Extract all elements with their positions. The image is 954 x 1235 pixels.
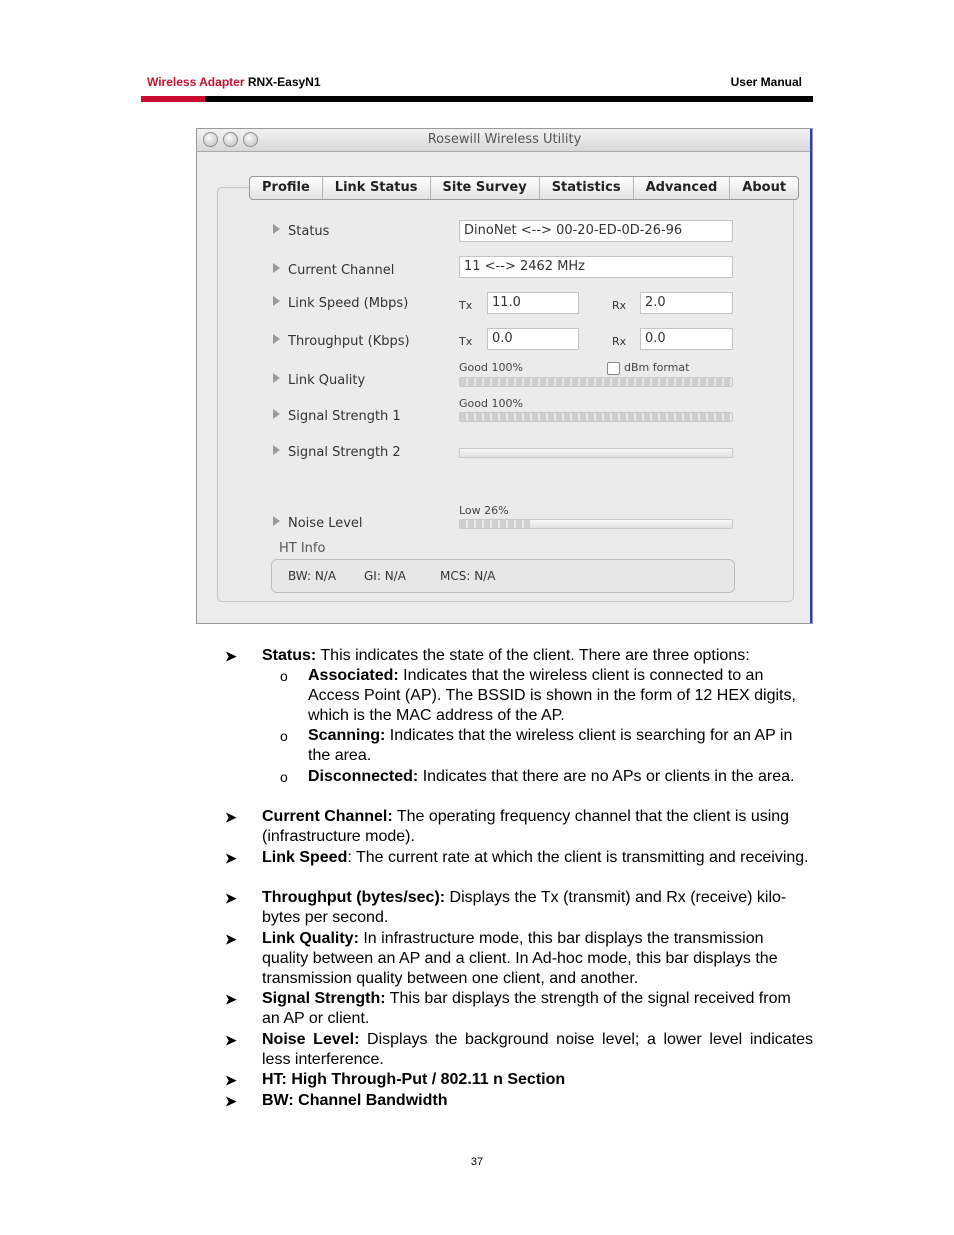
- noise-level-text: Low 26%: [459, 504, 509, 517]
- sub-bullet-scanning: o Scanning: Indicates that the wireless client is searching for an AP in the area.: [280, 727, 793, 764]
- tab-advanced[interactable]: Advanced: [634, 177, 731, 199]
- status-value-field: DinoNet <--> 00-20-ED-0D-26-96: [459, 220, 733, 242]
- bullet-arrow-icon: ➤: [225, 1072, 237, 1088]
- window-titlebar: [197, 129, 812, 152]
- ht-mcs-value: MCS: N/A: [440, 569, 496, 583]
- window-title: Rosewill Wireless Utility: [427, 132, 582, 147]
- dbm-format-checkbox[interactable]: [607, 362, 620, 375]
- link-quality-bar: [459, 377, 733, 387]
- bullet-status: ➤ Status: This indicates the state of the client. There are three options:: [225, 647, 750, 664]
- ht-info-box: [271, 559, 735, 593]
- disclosure-triangle-icon: [273, 224, 280, 234]
- sub-bullet-associated: o Associated: Indicates that the wireless client is connected to an Access Point (AP). The BSSID is shown in the form of 12 HEX digits, which is the MAC address of the AP.: [280, 667, 796, 724]
- disclosure-triangle-icon: [273, 516, 280, 526]
- bullet-current-channel: ➤ Current Channel: The operating frequency channel that the client is using (infrastructure mode).: [225, 808, 790, 845]
- link-speed-row-label: Link Speed (Mbps): [273, 296, 408, 311]
- dbm-format-label: dBm format: [624, 361, 690, 374]
- bullet-arrow-icon: ➤: [225, 931, 237, 947]
- channel-row-label: Current Channel: [273, 263, 394, 278]
- tab-statistics[interactable]: Statistics: [540, 177, 634, 199]
- ht-bw-value: BW: N/A: [288, 569, 337, 583]
- bullet-arrow-icon: ➤: [225, 890, 237, 906]
- bullet-bw: ➤ BW: Channel Bandwidth: [225, 1092, 448, 1109]
- link-quality-text: Good 100%: [459, 361, 523, 374]
- header-product-name: Wireless Adapter: [147, 75, 245, 89]
- disclosure-triangle-icon: [273, 373, 280, 383]
- header-rule-accent: [141, 96, 205, 102]
- page-number: 37: [470, 1156, 484, 1168]
- link-speed-tx-label: Tx: [459, 299, 473, 312]
- disclosure-triangle-icon: [273, 296, 280, 306]
- bullet-arrow-icon: ➤: [225, 1032, 237, 1048]
- tab-bar: [249, 176, 799, 200]
- bullet-signal-strength: ➤ Signal Strength: This bar displays the strength of the signal received from an AP or client.: [225, 990, 791, 1027]
- tab-profile[interactable]: Profile: [250, 177, 323, 199]
- utility-window-screenshot: [196, 128, 813, 624]
- link-quality-row-label: Link Quality: [273, 373, 365, 388]
- bullet-ht: ➤ HT: High Through-Put / 802.11 n Section: [225, 1071, 566, 1088]
- bullet-throughput: ➤ Throughput (bytes/sec): Displays the Tx (transmit) and Rx (receive) kilo-bytes per second.: [225, 889, 787, 926]
- sub-bullet-circle-icon: o: [280, 668, 288, 684]
- tab-site-survey[interactable]: Site Survey: [431, 177, 540, 199]
- ht-gi-value: GI: N/A: [364, 569, 406, 583]
- throughput-tx-label: Tx: [459, 335, 473, 348]
- tab-panel: [217, 187, 794, 602]
- disclosure-triangle-icon: [273, 263, 280, 273]
- throughput-rx-label: Rx: [612, 335, 627, 348]
- bullet-arrow-icon: ➤: [225, 1093, 237, 1109]
- status-row-label: Status: [273, 224, 329, 239]
- bullet-arrow-icon: ➤: [225, 850, 237, 866]
- noise-level-bar: [459, 519, 733, 529]
- tab-link-status[interactable]: Link Status: [323, 177, 431, 199]
- header-rule: [141, 96, 813, 102]
- bullet-noise-level: ➤ Noise Level: Displays the background noise level; a lower level indicates less interference.: [225, 1031, 813, 1068]
- disclosure-triangle-icon: [273, 445, 280, 455]
- throughput-tx-field: 0.0: [487, 328, 579, 350]
- noise-level-row-label: Noise Level: [273, 516, 363, 531]
- signal-strength-2-row-label: Signal Strength 2: [273, 445, 401, 460]
- bullet-arrow-icon: ➤: [225, 809, 237, 825]
- ht-info-label: HT Info: [279, 541, 326, 556]
- link-speed-rx-label: Rx: [612, 299, 627, 312]
- sub-bullet-circle-icon: o: [280, 769, 288, 785]
- link-quality-bar-fill: [460, 378, 732, 386]
- sub-bullet-disconnected: o Disconnected: Indicates that there are no APs or clients in the area.: [280, 768, 795, 785]
- signal-strength-2-bar: [459, 448, 733, 458]
- link-speed-tx-field: 11.0: [487, 292, 579, 314]
- throughput-rx-field: 0.0: [640, 328, 733, 350]
- sub-bullet-circle-icon: o: [280, 728, 288, 744]
- document-header-left: [147, 75, 321, 89]
- bullet-link-quality: ➤ Link Quality: In infrastructure mode, this bar displays the transmission quality between an AP and a client. In Ad-hoc mode, this bar displays the transmission quality between one client, and another.: [225, 930, 778, 987]
- tab-about[interactable]: About: [742, 180, 787, 195]
- document-header-right: User Manual: [730, 75, 802, 89]
- link-speed-rx-field: 2.0: [640, 292, 733, 314]
- signal-strength-1-row-label: Signal Strength 1: [273, 409, 401, 424]
- noise-level-bar-fill: [460, 520, 531, 528]
- signal-strength-1-bar: [459, 412, 733, 422]
- throughput-row-label: Throughput (Kbps): [273, 334, 410, 349]
- channel-value-field: 11 <--> 2462 MHz: [459, 256, 733, 278]
- disclosure-triangle-icon: [273, 334, 280, 344]
- signal-strength-1-text: Good 100%: [459, 397, 523, 410]
- header-product-model: RNX-EasyN1: [247, 75, 321, 89]
- bullet-link-speed: ➤ Link Speed: The current rate at which the client is transmitting and receiving.: [225, 849, 809, 866]
- bullet-arrow-icon: ➤: [225, 991, 237, 1007]
- disclosure-triangle-icon: [273, 409, 280, 419]
- bullet-arrow-icon: ➤: [225, 648, 237, 664]
- signal-strength-1-bar-fill: [460, 413, 732, 421]
